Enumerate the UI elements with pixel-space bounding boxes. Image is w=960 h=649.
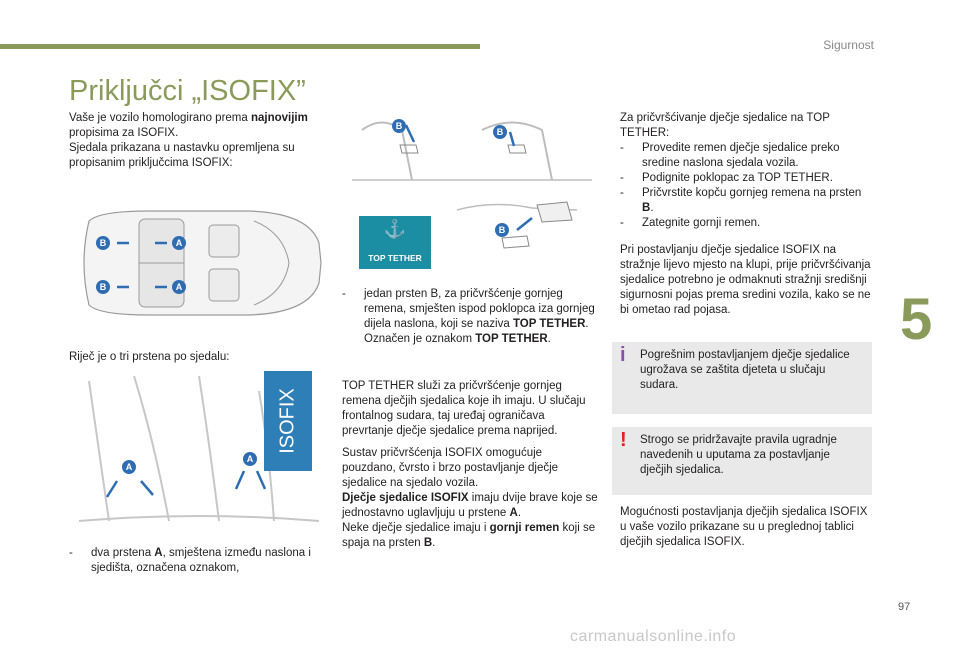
- system-emphasis: B: [423, 537, 433, 549]
- step-text-part: .: [650, 202, 654, 214]
- rear-seat-paragraph: Pri postavljanju dječje sjedalice ISOFIX na stražnje lijevo mjesto na klupi, prije pričvršćivanja sjedalice potrebno je odmaknuti stražnji središnji sigurnosni pojas prema sredini vozila, kako se ne bi ometao rad pojasa.: [620, 244, 871, 316]
- header-bar: [0, 44, 480, 49]
- step-text: Zategnite gornji remen.: [642, 217, 761, 229]
- top-tether-tag: TOP TETHER: [368, 253, 422, 263]
- bullet-dash: -: [620, 217, 624, 229]
- bullet-ring-b: [342, 287, 598, 347]
- svg-text:B: B: [498, 225, 506, 235]
- bullet-dash: -: [342, 288, 346, 300]
- intro-text: Vaše je vozilo homologirano prema: [69, 112, 251, 124]
- step-emphasis: B: [642, 202, 651, 214]
- system-emphasis: Dječje sjedalice ISOFIX: [342, 492, 469, 504]
- chapter-number: 5: [900, 287, 933, 352]
- page-title: Priključci „ISOFIX”: [69, 75, 306, 107]
- step-text-part: Pričvrstite kopču gornjeg remena na prsten: [642, 187, 862, 199]
- bullet-dash: -: [620, 142, 624, 154]
- svg-text:B: B: [496, 127, 504, 137]
- svg-text:A: A: [246, 454, 254, 464]
- bullet-emphasis: A: [154, 547, 163, 559]
- headrest-ring-label-b-right: [493, 125, 507, 139]
- svg-text:A: A: [175, 282, 183, 292]
- system-text: koji se spaja na prsten: [342, 522, 596, 549]
- watermark: carmanualsonline.info: [570, 628, 737, 645]
- bullet-text: , smještena između naslona i sjedišta, označena oznakom,: [91, 547, 311, 574]
- bullet-text: .: [547, 333, 551, 345]
- svg-text:B: B: [395, 121, 403, 131]
- system-paragraph: [342, 446, 598, 551]
- tether-paragraph: TOP TETHER služi za pričvršćenje gornjeg remena dječjih sjedalica koje ih imaju. U slučaju frontalnog sudara, taj uređaj ograničava prevrtanje dječje sjedalice prema naprijed.: [342, 380, 586, 437]
- warning-text: Strogo se pridržavajte pravila ugradnje navedenih u uputama za postavljanje dječjih sjedalica.: [640, 434, 837, 476]
- ring-label-b-lower: [96, 280, 110, 294]
- intro-paragraph: [69, 111, 331, 171]
- bullet-emphasis: TOP TETHER: [475, 333, 548, 345]
- car-top-view-illustration: [69, 203, 331, 323]
- seat-ring-label-a-right: [243, 452, 257, 466]
- svg-text:A: A: [125, 462, 133, 472]
- tether-anchor-icon: ⚓: [383, 219, 407, 239]
- bullet-text: jedan prsten B, za pričvršćenje gornjeg remena, smješten ispod poklopca iza gornjeg dijela naslona, koji se naziva: [364, 288, 595, 330]
- bullet-body: [364, 287, 598, 347]
- step-text: Provedite remen dječje sjedalice preko sredine naslona sjedala vozila.: [642, 142, 840, 169]
- fastening-step: [620, 171, 872, 186]
- bullet-dash: -: [69, 547, 73, 559]
- system-text: .: [517, 507, 522, 519]
- fastening-step: [620, 141, 872, 171]
- ring-label-a-lower: [172, 280, 186, 294]
- system-emphasis: A: [509, 507, 518, 519]
- rear-seat-isofix-illustration: [69, 371, 331, 539]
- seat-ring-label-a-left: [122, 460, 136, 474]
- isofix-tag: ISOFIX: [276, 388, 299, 454]
- bullet-emphasis: TOP TETHER: [512, 318, 586, 330]
- bullet-dash: -: [620, 187, 624, 199]
- page-number: 97: [898, 601, 911, 613]
- fastening-intro: Za pričvršćivanje dječje sjedalice na TOP TETHER:: [620, 112, 830, 139]
- fastening-step: [620, 216, 872, 231]
- info-box: [612, 342, 872, 414]
- step-text: Podignite poklopac za TOP TETHER.: [642, 172, 833, 184]
- step-text: [642, 186, 872, 216]
- svg-text:A: A: [175, 238, 183, 248]
- bullet-rings-a: [69, 546, 331, 576]
- ring-label-a-upper: [172, 236, 186, 250]
- section-title: Sigurnost: [823, 38, 874, 52]
- system-text: Neke dječje sjedalice imaju i: [342, 522, 490, 534]
- svg-text:B: B: [99, 238, 107, 248]
- bullet-text: . Označen je oznakom: [364, 318, 589, 345]
- intro-text: propisanim priključcima ISOFIX:: [69, 157, 233, 169]
- fastening-step: [620, 186, 872, 216]
- system-text: .: [432, 537, 436, 549]
- intro-emphasis: najnovijim: [250, 112, 308, 124]
- rings-caption: Riječ je o tri prstena po sjedalu:: [69, 351, 230, 363]
- bullet-dash: -: [620, 172, 624, 184]
- intro-text: Sjedala prikazana u nastavku opremljena su: [69, 142, 295, 154]
- cover-ring-label-b: [495, 223, 509, 237]
- system-emphasis: gornji remen: [489, 522, 560, 534]
- info-text: Pogrešnim postavljanjem dječje sjedalice ugrožava se zaštita djeteta u slučaju sudara.: [640, 349, 850, 391]
- system-text: Sustav pričvršćenja ISOFIX omogućuje pouzdano, čvrsto i brzo postavljanje dječje sjedalice na sjedalo vozila.: [342, 447, 559, 489]
- info-icon: i: [620, 344, 626, 366]
- headrest-ring-label-b-left: [392, 119, 406, 133]
- svg-text:B: B: [99, 282, 107, 292]
- warning-icon: !: [620, 429, 627, 451]
- fastening-instructions: [620, 111, 872, 231]
- closing-paragraph: Mogućnosti postavljanja dječjih sjedalica ISOFIX u vaše vozilo prikazane su u preglednoj tablici dječjih sjedalica ISOFIX.: [620, 506, 868, 548]
- bullet-text: dva prstena: [91, 547, 155, 559]
- intro-text: propisima za ISOFIX.: [69, 127, 179, 139]
- bullet-body: [91, 546, 331, 576]
- ring-label-b-upper: [96, 236, 110, 250]
- top-tether-illustration: [342, 110, 598, 285]
- system-text: imaju dvije brave koje se jednostavno uglavljuju u prstene: [342, 492, 598, 519]
- warning-box: [612, 427, 872, 495]
